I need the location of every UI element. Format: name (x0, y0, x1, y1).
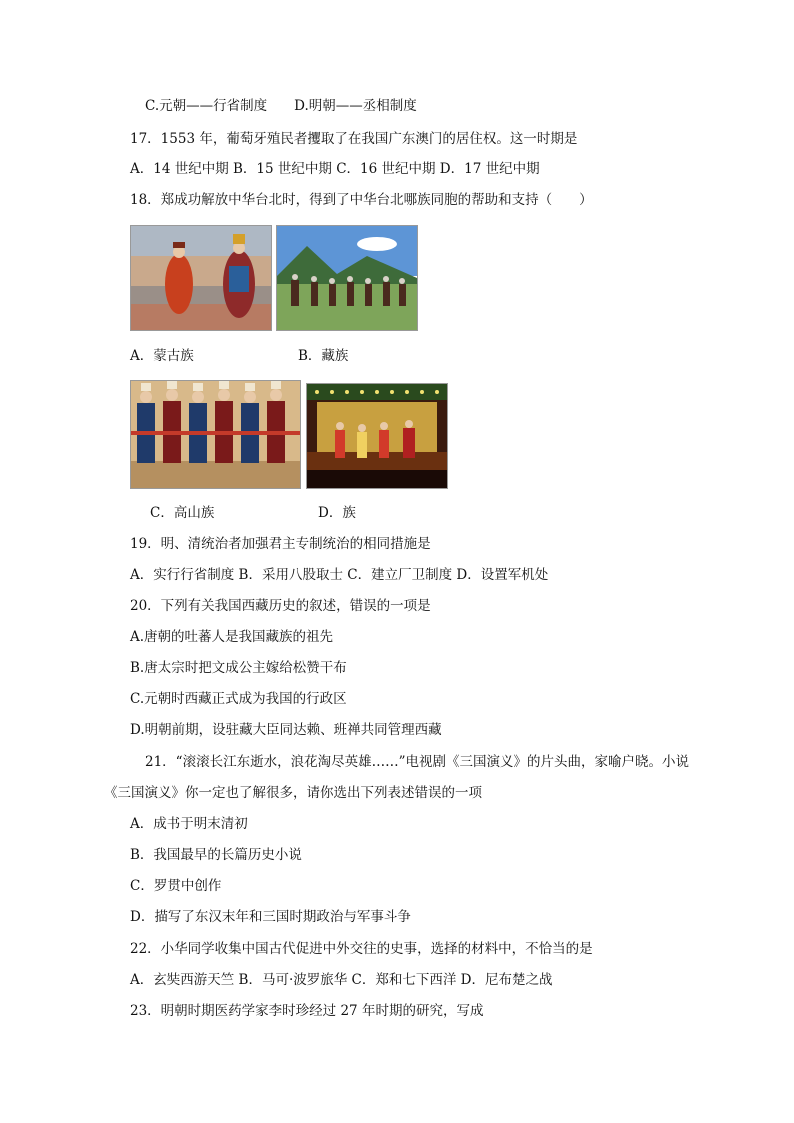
q20-stem: 20．下列有关我国西藏历史的叙述，错误的一项是 (130, 598, 431, 614)
q21-stem-line2: 《三国演义》你一定也了解很多，请你选出下列表述错误的一项 (104, 785, 482, 801)
q17-stem: 17．1553 年，葡萄牙殖民者攫取了在我国广东澳门的居住权。这一时期是 (130, 131, 578, 147)
q21-option-d: D．描写了东汉末年和三国时期政治与军事斗争 (130, 909, 411, 925)
q19-stem: 19．明、清统治者加强君主专制统治的相同措施是 (130, 536, 431, 552)
q18-option-c-label: C．高山族 (150, 505, 215, 521)
q16-options-cd: C.元朝——行省制度 D.明朝——丞相制度 (145, 98, 417, 114)
q18-option-b-label: B．藏族 (298, 348, 349, 364)
q21-stem-line1: 21．“滚滚长江东逝水，浪花淘尽英雄……”电视剧《三国演义》的片头曲，家喻户晓。小说 (145, 754, 689, 770)
q18-option-d-label: D．族 (318, 505, 356, 521)
q20-option-a: A.唐朝的吐蕃人是我国藏族的祖先 (130, 629, 334, 645)
q21-option-b: B．我国最早的长篇历史小说 (130, 847, 302, 863)
photo-option-b (276, 225, 418, 331)
q20-option-b: B.唐太宗时把文成公主嫁给松赞干布 (130, 660, 347, 676)
q19-options: A．实行行省制度 B．采用八股取士 C．建立厂卫制度 D．设置军机处 (130, 567, 549, 583)
q23-stem: 23．明朝时期医药学家李时珍经过 27 年时期的研究，写成 (130, 1003, 484, 1019)
q21-option-c: C．罗贯中创作 (130, 878, 222, 894)
q22-options: A．玄奘西游天竺 B．马可·波罗旅华 C．郑和七下西洋 D．尼布楚之战 (130, 972, 553, 988)
photo-option-a (130, 225, 272, 331)
photo-option-c (130, 380, 301, 489)
q18-stem: 18．郑成功解放中华台北时，得到了中华台北哪族同胞的帮助和支持（ ） (130, 192, 593, 208)
photo-option-d (306, 383, 448, 489)
q20-option-c: C.元朝时西藏正式成为我国的行政区 (130, 691, 347, 707)
q20-option-d: D.明朝前期，设驻藏大臣同达赖、班禅共同管理西藏 (130, 722, 442, 738)
q21-option-a: A．成书于明末清初 (130, 816, 248, 832)
q17-options: A．14 世纪中期 B．15 世纪中期 C．16 世纪中期 D．17 世纪中期 (130, 161, 540, 177)
q18-option-a-label: A．蒙古族 (130, 348, 194, 364)
q22-stem: 22．小华同学收集中国古代促进中外交往的史事，选择的材料中，不恰当的是 (130, 941, 593, 957)
